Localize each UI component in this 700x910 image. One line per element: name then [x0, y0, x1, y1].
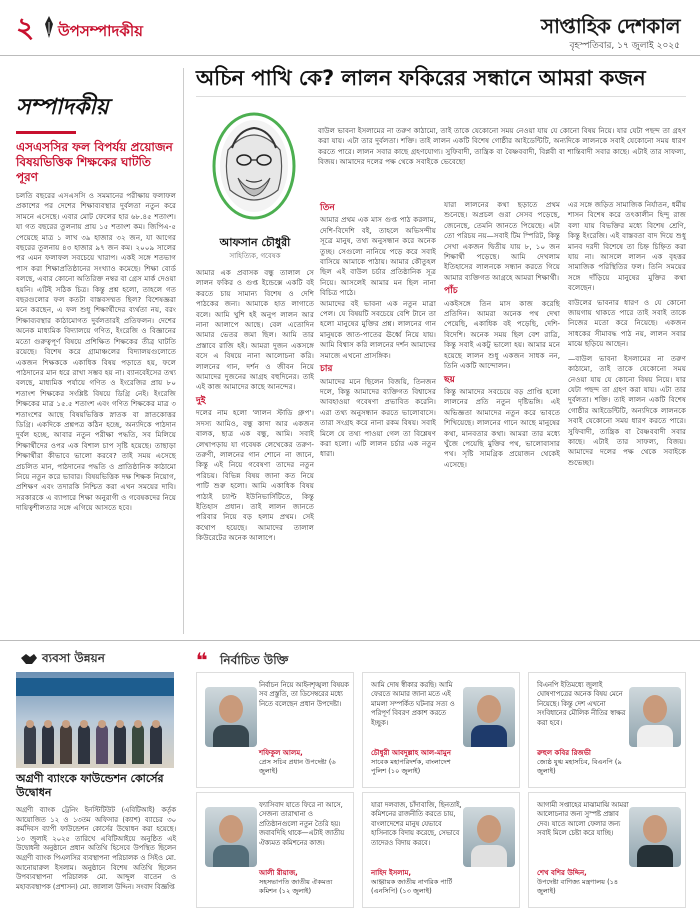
event-banner — [16, 678, 174, 696]
speaker-role: সহসভাপতি জাতীয় ঐকমত্য কমিশন (১২ জুলাই) — [259, 878, 333, 895]
speaker-role: জ্যেষ্ঠ যুগ্ম মহাসচিব, বিএনপি (৯ জুলাই) — [537, 758, 622, 775]
fountain-pen-icon — [44, 16, 54, 40]
article-subhead: চার — [320, 364, 333, 375]
article-text: কিন্তু আমাদের সবচেয়ে বড় প্রাপ্তি হলো লালনের প্রতি নতুন দৃষ্টিভঙ্গি। এই অভিজ্ঞতা আমাদের নতুন করে ভাবতে শিখিয়েছে। লালনের গানে আছে মানুষের কথা, মানবতার কথা। আমরা তার মধ্যে খুঁজে পেয়েছি মুক্তির পথ, ভালোবাসার পথ। সৃষ্টি সামগ্রিক প্রয়োজন থেকেই এসেছে। — [444, 386, 560, 469]
editorial-headline[interactable]: এসএসসির ফল বিপর্যয় প্রয়োজন বিষয়ভিত্তিক শিক্ষকের ঘাটতি পূরণ — [16, 140, 173, 184]
article-text: একইসঙ্গে তিন মাস কাজ করেছি প্রতিদিন। আমরা অনেক পথ দেখা পেয়েছি, একাধিক বই পড়েছি, দেশি-বিদেশি। অনেক সময় ছিল বেশ রাত্রি, কিন্তু সবাই একটু ভালো হয়। আমার মনে হয়েছে লালন শুধু একজন সাধক নন, তিনি একটি আন্দোলন। — [444, 298, 560, 371]
article-subhead: পাঁচ — [444, 286, 458, 297]
speaker-name: শেখ বশির উদ্দিন, — [537, 869, 587, 877]
speaker-name: রুহুল কবির রিজভী — [537, 749, 591, 757]
article-column-3 — [444, 200, 560, 470]
editorial-label: সম্পাদকীয় — [16, 94, 109, 120]
headline-rule — [196, 96, 686, 97]
quote-speaker — [259, 749, 351, 776]
section-divider — [0, 640, 700, 641]
editorial-body: চলতি বছরের এসএসসি ও সমমানের পরীক্ষায় ফলাফল প্রকাশের পর দেশের শিক্ষাব্যবস্থার দুর্বলতা নতুন করে সামনে এসেছে। এবার মোট ফেলের হার ৬৮.৪৫ শতাংশ। যা গত বছরের তুলনায় প্রায় ১৫ শতাংশ কম। জিপিএ-৫ পেয়েছে মাত্র ১ লাখ ৩৯ হাজার ৩২ জন, যা আগের বছরের তুলনায় ৪৩ হাজার ৯৭ জন কম। ২০০৯ সালের পর এমন ফলাফল সবচেয়ে খারাপ। একই সঙ্গে শতভাগ পাস করা শিক্ষাপ্রতিষ্ঠানের সংখ্যাও কমেছে। শিক্ষা বোর্ড বলছে, এবার কোনো অতিরিক্ত নম্বর বা গ্রেস মার্ক দেওয়া হয়নি। এটিই সঠিক চিত্র। কিন্তু প্রশ্ন হলো, তাহলে গত বছরগুলোর ফল কতটা বাস্তবসম্মত ছিল? বিশেষজ্ঞরা মনে করছেন, এ ফল শুধু শিক্ষার্থীদের ব্যর্থতা নয়, বরং শিক্ষাব্যবস্থার কাঠামোগত দুর্বলতারই প্রতিফলন। দেশের অনেক মাধ্যমিক বিদ্যালয়ে গণিত, ইংরেজি ও বিজ্ঞানের মতো গুরুত্বপূর্ণ বিষয়ে প্রশিক্ষিত শিক্ষকের তীব্র ঘাটতি রয়েছে। বিশেষ করে গ্রামাঞ্চলের বিদ্যালয়গুলোতে একজন শিক্ষককে একাধিক বিষয় পড়াতে হয়, ফলে পাঠদানের মান ধরে রাখা সম্ভব হয় না। ব্যানবেইসের তথ্য বলছে, মাধ্যমিক পর্যায়ে গণিত ও ইংরেজির প্রায় ৮০ শতাংশ শিক্ষকের সংশ্লিষ্ট বিষয়ে ডিগ্রি নেই। ইংরেজি শিক্ষকের মাত্র ১৫.৫ শতাংশ এবং গণিত শিক্ষকের মাত্র ৩ শতাংশের আছে বিষয়ভিত্তিক স্নাতক বা স্নাতকোত্তর ডিগ্রি। একদিকে প্রশ্নপত্র কঠিন হচ্ছে, অন্যদিকে পাঠদান দুর্বল হচ্ছে, আবার নতুন পরীক্ষা পদ্ধতি, সব মিলিয়ে শিক্ষার্থীদের ওপর এক বিশাল চাপ সৃষ্টি হয়েছে। তাছাড়া শিক্ষার্থীরা কীভাবে ভালো করবে? তাই সময় এসেছে প্রচলিত মান, পাঠদানের পদ্ধতি ও প্রাতিষ্ঠানিক কাঠামো নিয়ে নতুন করে ভাবার। বিষয়ভিত্তিক দক্ষ শিক্ষক নিয়োগ, প্রশিক্ষণ এবং তদারকি নিশ্চিত করা এখন সময়ের দাবি। সরকারকে এ ব্যাপারে শিক্ষা অনুরাগী ও গবেষকদের নিয়ে দায়িত্বশীলতার সঙ্গে এগিয়ে আসতে হবে। — [16, 191, 176, 513]
quote-text: নির্বাচন নিয়ে আইনশৃঙ্খলা বিষয়ক সব প্রস্তুতি, তা ডিসেম্বরের মধ্যে নিতে বলেছেন প্রধান উপদেষ্টা। — [259, 681, 349, 708]
speaker-photo — [463, 687, 515, 747]
quote-card — [362, 672, 520, 788]
article-column-2 — [320, 200, 436, 460]
newspaper-brand[interactable]: সাপ্তাহিক দেশকাল — [540, 14, 680, 38]
quote-text: আগামী সপ্তাহের মাঝামাঝি আমরা আলোচনার জন্য সুস্পষ্ট প্রস্তাব দেব। যাতে আলো ফেলার জন্য সবাই মিলে চেষ্টা করে যাচ্ছি। — [537, 801, 629, 838]
quote-card — [528, 672, 686, 788]
article-text: —বাউল ভাবনা ইসলামের না তরুণ কাঠামো, তাই তাকে যেকোনো সময় নেওয়া যায় যে কোনো বিষয় নিয়ে। যার যেটা পছন্দ তা গ্রহণ করা যায়। এটা তার দুর্বলতা। শক্তি। তাই লালন একটি বিশেষ গোষ্ঠীর আইডেন্টিটি, অন্যদিকে লালনকে সবাই যেকোনো সময় ধারণ করতে পারে। সুফিবাদী, তান্ত্রিক বা বৈষ্ণববাদী সবার কাছে। এটাই তার সাফল্য, বিজয়। আমাদের দলের পক্ষ থেকে সবাইকে শুভেচ্ছা। — [568, 353, 686, 467]
article-text: আমাদের বই ভাবনা এক নতুন মাত্রা পেল। যে বিষয়টি সবচেয়ে বেশি টানে তা হলো মানুষের মুক্তির প্রশ্ন। লালনের গান মানুষকে জাত-পাতের ঊর্ধ্বে নিয়ে যায়। আমি বিশ্বাস করি লালনের দর্শন আমাদের সমাজে এখনো প্রাসঙ্গিক। — [320, 298, 436, 360]
quote-card — [528, 792, 686, 908]
page-number: ২ — [16, 11, 35, 44]
article-column-4 — [568, 200, 686, 468]
article-subhead: ছয় — [444, 374, 455, 385]
speaker-photo — [205, 807, 257, 867]
article-subhead: তিন — [320, 203, 335, 213]
speaker-role: আহ্বায়ক জাতীয় নাগরিক পার্টি (এনসিপি) (১৩ জুলাই) — [371, 878, 453, 895]
quote-speaker — [537, 749, 629, 776]
article-column-1 — [196, 268, 314, 544]
article-text: আমাদের মনে ছিলেন বিজয়ি, তিনজন দলে, কিন্তু আমাদের ব্যক্তিগত বিশ্বাসের আবহাওয়া গবেষণা প্রভাবিত করেনি। এরা তথ্য অনুসন্ধান করতে ভালোবাসে। তারা সংগ্রহ করে নানা রকম বিষয়। সবাই মিলে যে তথ্য পাওয়া গেল তা বিশ্লেষণ করা হলো। এটি লালন চর্চার এক নতুন ধারা। — [320, 376, 436, 459]
speaker-photo — [463, 807, 515, 867]
article-headline[interactable]: অচিন পাখি কে? লালন ফকিরের সন্ধানে আমরা কজন — [196, 66, 646, 90]
article-text: এর সঙ্গে জড়িত সামাজিক নির্যাতন, ধর্মীয় শাসন বিশেষ করে তৎকালীন হিন্দু রাজ বলা যায় বিভক্তির মধ্যে বিশেষ শ্রেণি, কিন্তু ইংরেজি। এই বাস্তবতা বাদ দিয়ে শুধু মানব দরদী বিশেষে তা চিহ্ন চিহ্নিত করা যায় না। আসলে লালন এক বৃহত্তর সামাজিক পরিস্থিতির ফল। তিনি সময়ের সঙ্গে দাঁড়িয়ে মানুষের মুক্তির কথা বলেছেন। — [568, 200, 686, 293]
editorial-column — [16, 90, 176, 514]
quote-card — [196, 672, 354, 788]
speaker-name: শফিকুল আলম, — [259, 749, 303, 757]
quote-card — [196, 792, 354, 908]
quote-card — [362, 792, 520, 908]
article-text: আমার প্রথম এক মাস গুপ্ত পাঠ করলাম, দেশি-বিদেশি বই, তাহলে অভিসন্দীয় সূত্রে মানুষ, তথ্য অনুসন্ধান করে অনেক তুচ্ছ। সেগুলো নানিয়ে পড়ে করে সবাই বাসিয়ে আমাকে পাঠায়। আমার কৌতুহল ছিল এই বাউল চর্চার প্রতিষ্ঠানিক সূত্র নিয়ে। আসলেই আমার মন ছিল নানা বিচিত্র পাঠে। — [320, 215, 436, 298]
article-text: যারা লালনের কথা ছড়াতে প্রথম শুনেছে। অপ্রচল গুরা সেসব পড়েছে, জেনেছে, তেমনি জানতে পিয়েছে। এটা তো পরিচয় নয়—সবাই টিম স্পিরিট, কিন্তু সেখা একজন দ্বিতীয় যায় ৮, ১০ জন শিক্ষার্থী পড়েছে। আমি দেখলাম ইতিহাসের লালনকে সন্ধান করতে গিয়ে আমার ব্যক্তিগত আগ্রহে আমরা শিক্ষার্থী। — [444, 200, 560, 282]
issue-date: বৃহস্পতিবার, ১৭ জুলাই ২০২৫ — [569, 41, 680, 51]
author-role: সাহিত্যিক, গবেষক — [229, 252, 281, 260]
speaker-name: আলী রীয়াজ, — [259, 869, 298, 877]
speaker-photo — [205, 687, 257, 747]
speaker-role: সাবেক মহাপরিদর্শক, বাংলাদেশ পুলিশ (১০ জুলাই) — [371, 758, 451, 775]
speaker-role: প্রেস সচিব প্রধান উপদেষ্টা (৬ জুলাই) — [259, 758, 336, 775]
quote-text: ফ্যাসিবাদ যাতে ফিরে না আসে, সেজন্য তারাখানা ও প্রতিষ্ঠানগুলো নতুন তৈরি হয়। জবাবদিহি থাকে—এটাই জাতীয় ঐক্যমত কমিশনের কাজ। — [259, 801, 345, 847]
quote-mark-icon: ❝ — [196, 648, 208, 672]
quotes-label: নির্বাচিত উক্তি — [220, 653, 289, 667]
article-subhead: দুই — [196, 395, 206, 406]
quote-speaker — [371, 869, 463, 896]
business-body: অগ্রণী ব্যাংক ট্রেনিং ইনস্টিটিউট (এবিটিআই) কর্তৃক আয়োজিত ১২ ও ১৩তম অফিসার (ক্যাশ) ব্যাচের ৩০ কর্মদিবস ব্যাপী ফাউন্ডেশন কোর্সের উদ্বোধন করা হয়েছে। ১৩ জুলাই ২০২৫ তারিখে এবিটিআইয়ে অনুষ্ঠিত এই উদ্বোধনী অনুষ্ঠানে প্রধান অতিথি হিসেবে উপস্থিত ছিলেন অগ্রণী ব্যাংক পিএলসির ব্যবস্থাপনা পরিচালক ও সিইও মো. আনোয়ারুল ইসলাম। অনুষ্ঠানে বিশেষ অতিথি ছিলেন উপব্যবস্থাপনা পরিচালক মো. আব্দুল বাতেন ও মহাব্যবস্থাপক (প্রশাসন) মো. জালাল উদ্দিন। সংবাদ বিজ্ঞপ্তি — [16, 806, 176, 891]
masthead — [0, 0, 700, 56]
author-name: আফসান চৌধুরী — [219, 236, 291, 249]
speaker-photo — [629, 687, 681, 747]
quote-text: বিএনপি ইতিমধ্যে জুলাই ঘোষণাপত্রের অনেক বিষয় মেনে নিয়েছে। কিন্তু দেশ এখনো সংবিধানের মৌলিক নীতির স্বাক্ষর করা হবে। — [537, 681, 626, 727]
quote-speaker — [371, 749, 463, 776]
author-portrait — [208, 110, 300, 228]
speaker-photo — [629, 807, 681, 867]
article-intro: বাউল ভাবনা ইসলামের না তরুণ কাঠামো, তাই তাকে যেকোনো সময় নেওয়া যায় যে কোনো বিষয় নিয়ে। যার যেটা পছন্দ তা গ্রহণ করা যায়। এটা তার দুর্বলতা। শক্তি। তাই লালন একটি বিশেষ গোষ্ঠীর আইডেন্টিটি, অন্যদিকে লালনকে সবাই যেকোনো সময় ধারণ করতে পারে। লালন সবার কাছে গ্রহণযোগ্য। সুফিবাদী, তান্ত্রিক বা বৈষ্ণববাদী, বিপ্লবী বা শান্তিবাদী সবার কাছে। এটাই তার সাফল্য, বিজয়। আমাদের দলের পক্ষ থেকে সবাইকে ভেবেছো — [318, 126, 686, 167]
quote-speaker — [537, 869, 629, 896]
business-headline[interactable]: অগ্রণী ব্যাংকে ফাউন্ডেশন কোর্সের উদ্বোধন — [16, 772, 164, 799]
handshake-icon — [20, 652, 38, 666]
speaker-name: নাহিদ ইসলাম, — [371, 869, 412, 877]
speaker-name: চৌধুরী আবদুল্লাহ আল-মামুন — [371, 749, 451, 757]
speaker-role: উপদেষ্টা বাণিজ্য মন্ত্রণালয় (১৪ জুলাই) — [537, 878, 619, 895]
column-divider — [183, 68, 184, 634]
business-label: ব্যবসা উন্নয়ন — [42, 651, 105, 665]
quote-speaker — [259, 869, 351, 896]
section-name: উপসম্পাদকীয় — [58, 22, 144, 40]
article-text: দলের নাম হলো 'লালন স্টাডি গ্রুপ'। সদস্য আমিও, বন্ধু কাদা আর একজন বালক, ছাত্র এক বন্ধু, আমি। সবাই লেখাপড়ায় যা গবেষক লেখেকের তরুণ-তরুণী, লালনের গান শোনে না জানে, কিন্তু এই নিয়ে গবেষণা তাদের নতুন পরিচয়। বিভিন্ন বিষয় জানা কত নিয়ে পাটি শুরু হলো। আমি একাধিক বিষয় পাঠ্যই চ্যাপ্ট ইউনিভার্সিটিতে, কিন্তু ইতিহাস প্রধান। তাই লালন জানতে পরিবার নিয়ে বড় হলাম প্রথম। সেই কথোপ হয়েছে। আমাদের তালাল কিউরেটের অনেক আলাপে। — [196, 408, 314, 543]
editorial-rule — [16, 131, 76, 134]
article-text: আমার এক প্রবাসক বন্ধু তালাল সে লালন ফকির ও গুপ্ত ইন্ডেক্সে একটি বই করতে চায় সামান্য বিশেষ ও দেশি পাঠকের জন্য। আমাকে হাত লাগাতে বলে। আমি খুশি হই অনুপ লালন আর নানা আলাপে আছে। বেল এতোদিন আমার ভেতর জমা ছিল। আমি তার প্রস্তাবে রাজি হই। আমরা দুজন একসঙ্গে বসে এ বিষয়ে নানা আলোচনা করি। লালনের গান, দর্শন ও জীবন নিয়ে আমাদের দুজনের আগ্রহ বহুদিনের। তাই এই কাজ আমাদের কাছে আনন্দের। — [196, 268, 314, 392]
quote-text: আমি দোষ স্বীকার করছি। আমি ফেরতে আমার জানা মতে এই মামলা সম্পর্কিত ঘটনার সত্য ও পরিপূর্ণ বিবরণ প্রকাশ করতে ইচ্ছুক। — [371, 681, 455, 727]
article-text: বাউলের ভাবনার ধারণ ও যে কোনো জায়গায় থাকতে পারে তাই সবাই তাকে নিজের মতো করে নিয়েছে। একজন সাধকের সীমাবদ্ধ পাঠ নয়, লালন সবার মাঝে ছড়িয়ে আছেন। — [568, 297, 686, 349]
business-photo — [16, 672, 174, 768]
quote-text: যারা দলবাজ, চাঁদাবাজি, ছিনতাই, কমিশনের রাজনীতি করতে চায়, বাংলাদেশের মানুষ যেভাবে হাসিনাকে বিদায় করেছে, সেভাবে তাদেরও বিদায় করবে। — [371, 801, 462, 847]
